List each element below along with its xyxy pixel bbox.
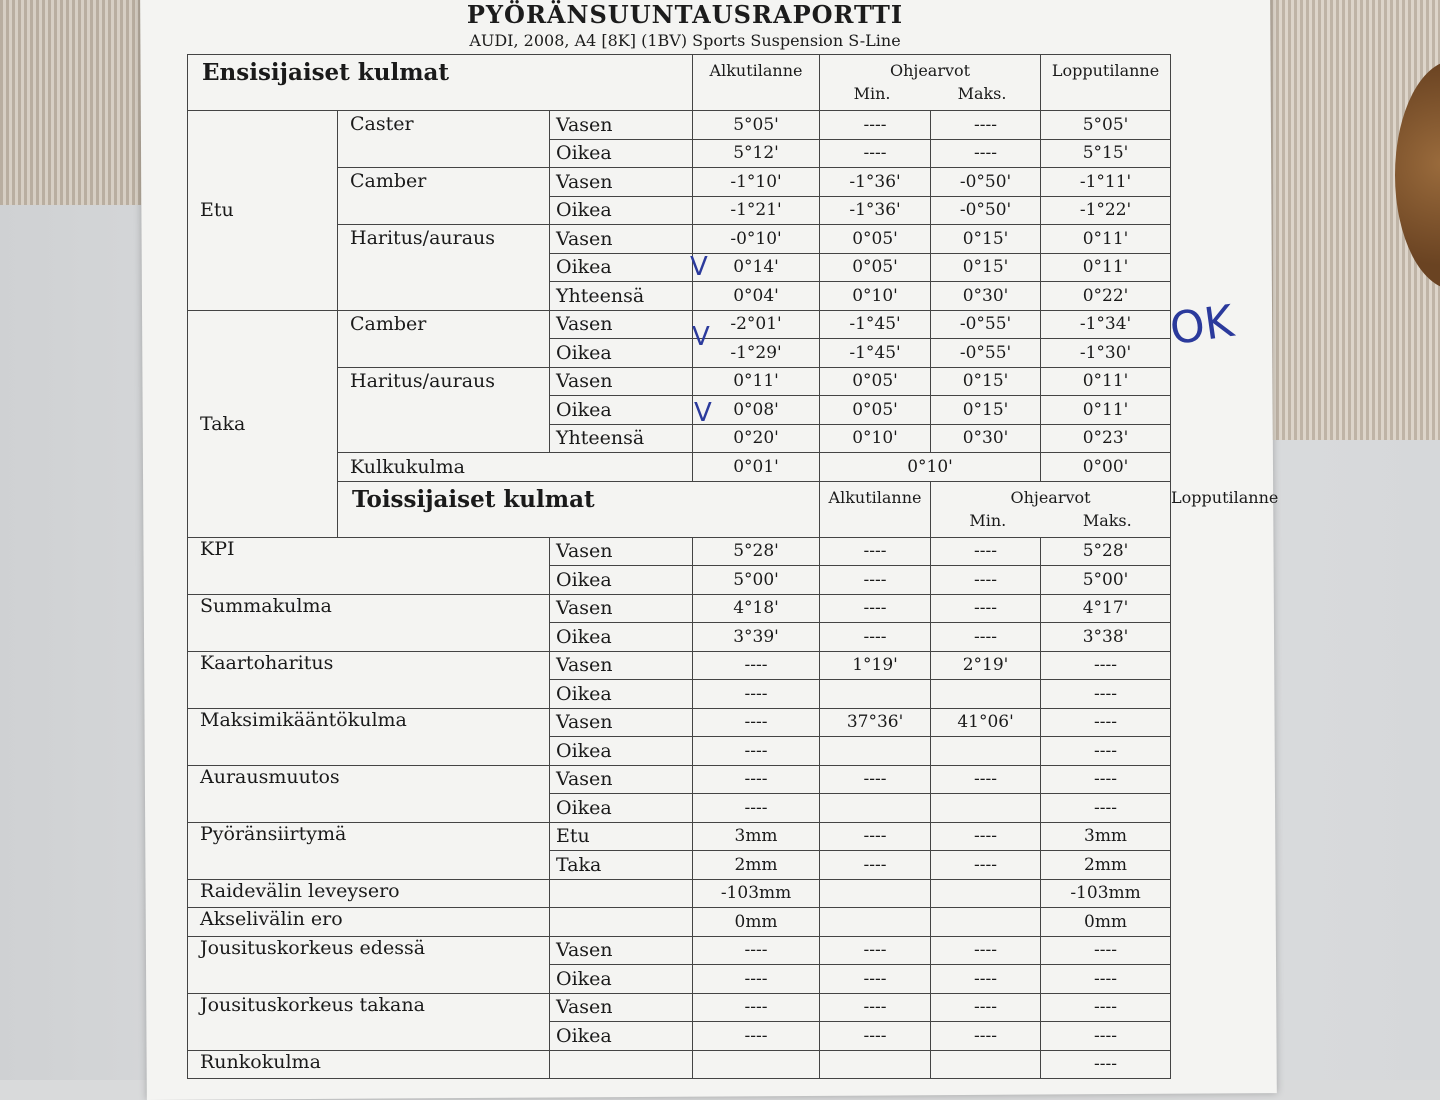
check-mark: V xyxy=(692,322,710,352)
max-label: Maks. xyxy=(1082,510,1132,530)
max-value: -0°50' xyxy=(931,168,1041,197)
max-value: ---- xyxy=(931,111,1041,140)
measurement-label: Aurausmuutos xyxy=(188,765,550,822)
final-value: ---- xyxy=(1041,1050,1171,1079)
max-value xyxy=(931,908,1041,937)
side-label: Vasen xyxy=(550,367,693,396)
table-row xyxy=(188,879,1171,908)
max-value: ---- xyxy=(931,822,1041,851)
max-value: ---- xyxy=(931,566,1041,595)
measurement-label: Haritus/auraus xyxy=(338,367,550,453)
side-label: Vasen xyxy=(550,594,693,623)
final-value: 0°11' xyxy=(1041,367,1171,396)
min-label: Min. xyxy=(969,510,1007,530)
min-value: ---- xyxy=(820,822,931,851)
min-value: -1°45' xyxy=(820,339,931,368)
initial-value: -2°01' xyxy=(693,310,820,339)
measurement-label: Raidevälin leveysero xyxy=(188,879,550,908)
max-value: 41°06' xyxy=(931,708,1041,737)
max-value: ---- xyxy=(931,936,1041,965)
min-value: ---- xyxy=(820,765,931,794)
column-header-final: Lopputilanne xyxy=(1041,55,1171,111)
side-label: Vasen xyxy=(550,168,693,197)
max-value: ---- xyxy=(931,1022,1041,1051)
report-subtitle: AUDI, 2008, A4 [8K] (1BV) Sports Suspension S-Line xyxy=(469,31,901,50)
final-value: -1°11' xyxy=(1041,168,1171,197)
initial-value: ---- xyxy=(693,680,820,709)
final-value: ---- xyxy=(1041,936,1171,965)
side-label: Etu xyxy=(550,822,693,851)
side-label: Oikea xyxy=(550,1022,693,1051)
max-value: ---- xyxy=(931,594,1041,623)
min-value: ---- xyxy=(820,537,931,566)
initial-value: ---- xyxy=(693,936,820,965)
initial-value xyxy=(693,1050,820,1079)
initial-value: 5°00' xyxy=(693,566,820,595)
primary-header-row xyxy=(188,55,1171,111)
min-value: ---- xyxy=(820,1022,931,1051)
initial-value: 0°14' xyxy=(693,253,820,282)
table-row xyxy=(188,1050,1171,1079)
measurement-label: Camber xyxy=(338,168,550,225)
final-value: -1°30' xyxy=(1041,339,1171,368)
check-mark: V xyxy=(694,398,712,428)
min-value: 0°05' xyxy=(820,396,931,425)
side-label: Oikea xyxy=(550,737,693,766)
min-value: ---- xyxy=(820,993,931,1022)
initial-value: 0°01' xyxy=(693,453,820,482)
side-label: Oikea xyxy=(550,253,693,282)
section-heading: Toissijaiset kulmat xyxy=(338,481,820,537)
min-value xyxy=(820,794,931,823)
measurement-label: Summakulma xyxy=(188,594,550,651)
initial-value: -1°10' xyxy=(693,168,820,197)
measurement-label: Kulkukulma xyxy=(338,453,693,482)
measurement-label: Jousituskorkeus takana xyxy=(188,993,550,1050)
measurement-label: Akselivälin ero xyxy=(188,908,550,937)
measurement-label: Camber xyxy=(338,310,550,367)
min-value: ---- xyxy=(820,936,931,965)
measurement-label: Maksimikääntökulma xyxy=(188,708,550,765)
final-value: ---- xyxy=(1041,794,1171,823)
max-value: ---- xyxy=(931,537,1041,566)
initial-value: ---- xyxy=(693,965,820,994)
max-value xyxy=(931,879,1041,908)
max-value: ---- xyxy=(931,965,1041,994)
side-label: Vasen xyxy=(550,765,693,794)
final-value: 0°11' xyxy=(1041,396,1171,425)
final-value: -1°34' xyxy=(1041,310,1171,339)
measurement-label: Haritus/auraus xyxy=(338,225,550,311)
reference-value: 0°10' xyxy=(820,453,1041,482)
min-value: 1°19' xyxy=(820,651,931,680)
table-row xyxy=(188,908,1171,937)
final-value: 0mm xyxy=(1041,908,1171,937)
max-value: ---- xyxy=(931,765,1041,794)
initial-value: ---- xyxy=(693,993,820,1022)
max-label: Maks. xyxy=(957,84,1007,103)
column-header-initial: Alkutilanne xyxy=(693,55,820,111)
min-value: -1°36' xyxy=(820,196,931,225)
side-label: Oikea xyxy=(550,965,693,994)
final-value: 0°23' xyxy=(1041,424,1171,453)
initial-value: 4°18' xyxy=(693,594,820,623)
measurement-label: Pyöränsiirtymä xyxy=(188,822,550,879)
min-value xyxy=(820,879,931,908)
final-value: ---- xyxy=(1041,993,1171,1022)
min-value: ---- xyxy=(820,594,931,623)
side-label: Vasen xyxy=(550,225,693,254)
final-value: ---- xyxy=(1041,1022,1171,1051)
measurement-label: KPI xyxy=(188,537,550,594)
side-label: Vasen xyxy=(550,708,693,737)
final-value: ---- xyxy=(1041,708,1171,737)
final-value: ---- xyxy=(1041,765,1171,794)
initial-value: ---- xyxy=(693,737,820,766)
side-label: Oikea xyxy=(550,396,693,425)
min-value: ---- xyxy=(820,111,931,140)
initial-value: 5°28' xyxy=(693,537,820,566)
max-value: ---- xyxy=(931,623,1041,652)
min-value: -1°45' xyxy=(820,310,931,339)
max-value: 0°15' xyxy=(931,396,1041,425)
min-value: 0°05' xyxy=(820,225,931,254)
max-value xyxy=(931,737,1041,766)
measurement-label: Kaartoharitus xyxy=(188,651,550,708)
initial-value: 5°12' xyxy=(693,139,820,168)
final-value: 5°05' xyxy=(1041,111,1171,140)
min-value: ---- xyxy=(820,566,931,595)
max-value: ---- xyxy=(931,993,1041,1022)
max-value: ---- xyxy=(931,139,1041,168)
side-label: Oikea xyxy=(550,794,693,823)
initial-value: 0°08' xyxy=(693,396,820,425)
max-value: 0°15' xyxy=(931,367,1041,396)
max-value: 0°30' xyxy=(931,282,1041,311)
report-title: PYÖRÄNSUUNTAUSRAPORTTI xyxy=(466,0,904,29)
final-value: ---- xyxy=(1041,680,1171,709)
max-value: ---- xyxy=(931,851,1041,880)
min-value: -1°36' xyxy=(820,168,931,197)
table-row xyxy=(188,651,1171,680)
side-label: Oikea xyxy=(550,339,693,368)
max-value: 0°15' xyxy=(931,225,1041,254)
group-rear: Taka xyxy=(188,310,338,537)
check-mark: V xyxy=(690,252,708,282)
min-value: ---- xyxy=(820,623,931,652)
table-row xyxy=(188,111,1171,140)
side-label: Yhteensä xyxy=(550,424,693,453)
handwritten-ok: OK xyxy=(1166,295,1237,356)
side-label: Oikea xyxy=(550,566,693,595)
side-label: Taka xyxy=(550,851,693,880)
min-value: 0°05' xyxy=(820,367,931,396)
measurement-label: Runkokulma xyxy=(188,1050,550,1079)
table-row xyxy=(188,936,1171,965)
group-front: Etu xyxy=(188,111,338,311)
initial-value: 3°39' xyxy=(693,623,820,652)
min-value: 0°10' xyxy=(820,282,931,311)
side-label: Oikea xyxy=(550,623,693,652)
table-row xyxy=(188,310,1171,339)
side-label: Vasen xyxy=(550,111,693,140)
max-value xyxy=(931,680,1041,709)
min-value xyxy=(820,908,931,937)
final-value: 2mm xyxy=(1041,851,1171,880)
table-row xyxy=(188,822,1171,851)
initial-value: 0°20' xyxy=(693,424,820,453)
min-value: ---- xyxy=(820,139,931,168)
side-label: Vasen xyxy=(550,993,693,1022)
initial-value: 0°11' xyxy=(693,367,820,396)
initial-value: ---- xyxy=(693,708,820,737)
initial-value: -1°21' xyxy=(693,196,820,225)
final-value: ---- xyxy=(1041,651,1171,680)
reference-label: Ohjearvot xyxy=(1010,487,1091,507)
side-label xyxy=(550,908,693,937)
table-row xyxy=(188,594,1171,623)
side-label xyxy=(550,879,693,908)
side-label: Yhteensä xyxy=(550,282,693,311)
final-value: 5°28' xyxy=(1041,537,1171,566)
min-value: ---- xyxy=(820,965,931,994)
final-value: -1°22' xyxy=(1041,196,1171,225)
min-max-labels xyxy=(820,84,1040,103)
max-value: 0°15' xyxy=(931,253,1041,282)
side-label: Vasen xyxy=(550,537,693,566)
section-heading: Ensisijaiset kulmat xyxy=(188,55,693,111)
initial-value: 2mm xyxy=(693,851,820,880)
max-value: -0°55' xyxy=(931,310,1041,339)
initial-value: ---- xyxy=(693,794,820,823)
final-value: ---- xyxy=(1041,737,1171,766)
min-value: 0°10' xyxy=(820,424,931,453)
initial-value: 0°04' xyxy=(693,282,820,311)
final-value: 4°17' xyxy=(1041,594,1171,623)
side-label: Oikea xyxy=(550,139,693,168)
side-label: Vasen xyxy=(550,310,693,339)
initial-value: -0°10' xyxy=(693,225,820,254)
side-label: Vasen xyxy=(550,936,693,965)
table-row xyxy=(188,993,1171,1022)
initial-value: 5°05' xyxy=(693,111,820,140)
initial-value: 0mm xyxy=(693,908,820,937)
final-value: 0°00' xyxy=(1041,453,1171,482)
column-header-reference xyxy=(820,55,1041,111)
max-value: -0°55' xyxy=(931,339,1041,368)
max-value xyxy=(931,794,1041,823)
min-max-labels xyxy=(931,511,1170,530)
table-row xyxy=(188,708,1171,737)
alignment-table xyxy=(187,54,1171,1079)
side-label: Vasen xyxy=(550,651,693,680)
min-value: 0°05' xyxy=(820,253,931,282)
max-value: 2°19' xyxy=(931,651,1041,680)
side-label xyxy=(550,1050,693,1079)
max-value: -0°50' xyxy=(931,196,1041,225)
final-value: -103mm xyxy=(1041,879,1171,908)
initial-value: ---- xyxy=(693,765,820,794)
column-header-reference xyxy=(931,481,1171,537)
final-value: 0°22' xyxy=(1041,282,1171,311)
reference-label: Ohjearvot xyxy=(889,61,971,80)
table-row xyxy=(188,765,1171,794)
measurement-label: Jousituskorkeus edessä xyxy=(188,936,550,993)
initial-value: 3mm xyxy=(693,822,820,851)
initial-value: ---- xyxy=(693,1022,820,1051)
side-label: Oikea xyxy=(550,196,693,225)
side-label: Oikea xyxy=(550,680,693,709)
final-value: 5°15' xyxy=(1041,139,1171,168)
initial-value: -1°29' xyxy=(693,339,820,368)
final-value: 3mm xyxy=(1041,822,1171,851)
final-value: ---- xyxy=(1041,965,1171,994)
final-value: 0°11' xyxy=(1041,225,1171,254)
initial-value: -103mm xyxy=(693,879,820,908)
table-row xyxy=(188,537,1171,566)
min-value: 37°36' xyxy=(820,708,931,737)
max-value xyxy=(931,1050,1041,1079)
measurement-label: Caster xyxy=(338,111,550,168)
min-value: ---- xyxy=(820,851,931,880)
min-value xyxy=(820,1050,931,1079)
final-value: 0°11' xyxy=(1041,253,1171,282)
final-value: 5°00' xyxy=(1041,566,1171,595)
column-header-initial: Alkutilanne xyxy=(820,481,931,537)
min-label: Min. xyxy=(853,84,891,103)
final-value: 3°38' xyxy=(1041,623,1171,652)
max-value: 0°30' xyxy=(931,424,1041,453)
min-value xyxy=(820,680,931,709)
min-value xyxy=(820,737,931,766)
initial-value: ---- xyxy=(693,651,820,680)
